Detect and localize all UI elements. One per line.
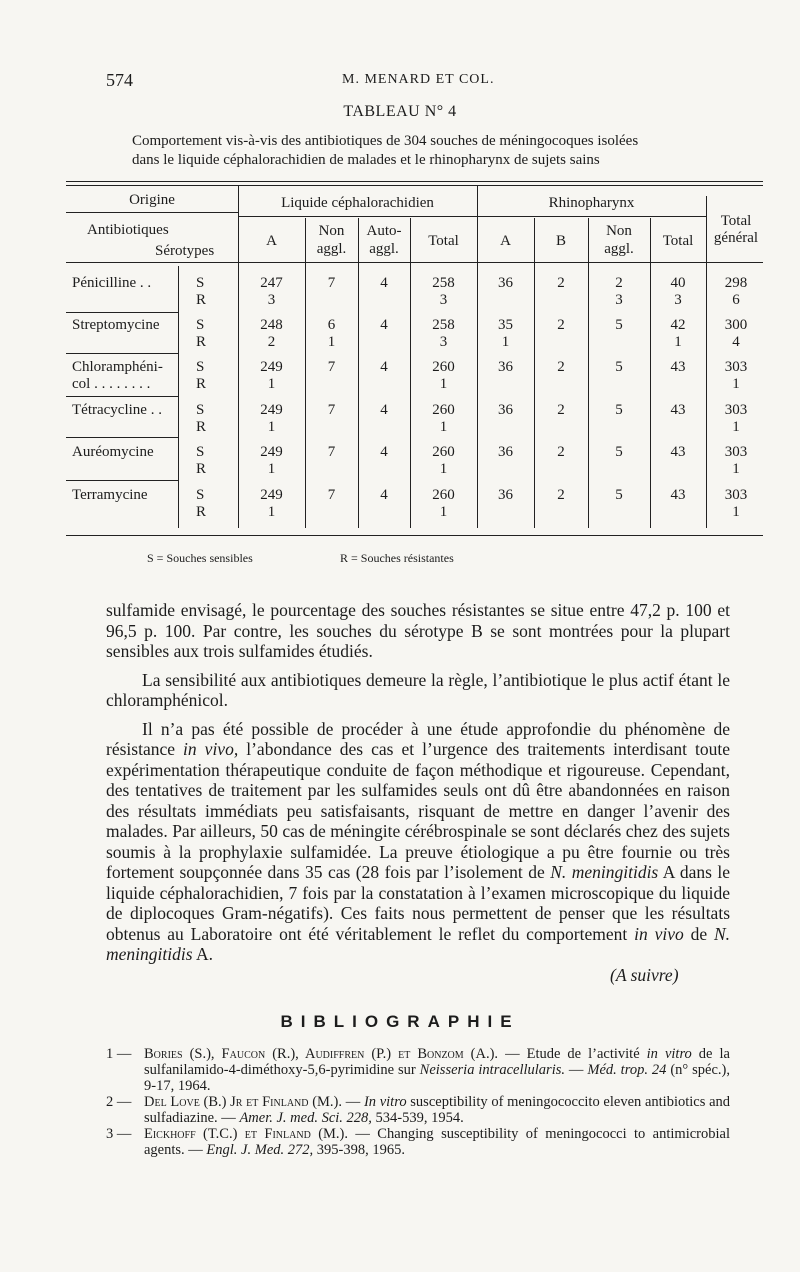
table-cell-rh-b: 2 [557,444,565,460]
table-cell-lcr-total: 260 [432,444,455,460]
table-cell-lcr-total: 3 [439,292,448,308]
row-serotype: R [196,419,207,435]
table-cell-lcr-non: 6 [327,317,336,333]
table-cell-rh-b: 2 [557,359,565,375]
table-cell-lcr-non: 7 [327,402,336,418]
table-cell-rh-non: 2 [615,275,623,291]
paragraph: sulfamide envisagé, le pourcentage des souches résistantes se situe entre 47,2 p. 100 et 96,5 p. 100. Par contre, les souches du sérotype B se sont montrées pour la plupart sensibles aux trois sulfamides étudiés. [106,600,730,661]
table-rule [66,437,178,438]
table-cell-lcr-total: 260 [432,359,455,375]
row-serotype: S [196,275,205,291]
table-cell-rh-b: 2 [557,402,565,418]
table-cell-rh-total: 43 [670,444,686,460]
table-top-rule [66,181,763,186]
row-antibiotic-name: Chloramphéni- [72,359,163,375]
table-cell-lcr-a: 1 [267,461,276,477]
table-cell-gen: 303 [724,444,748,460]
table-cell-lcr-a: 249 [260,444,283,460]
table-bottom-rule [66,535,763,536]
header-rh-total: Total [662,233,694,249]
table-cell-rh-total: 43 [670,359,686,375]
legend-s: S = Souches sensibles [147,551,253,565]
reference: 2 — Del Love (B.) Jr et Finland (M.). — In vitro susceptibility of meningococcito eleven antibiotics and sulfadiazine. — Amer. J. med. Sci. 228, 534-539, 1954. [106,1094,731,1126]
table-rule [66,353,178,354]
table-cell-lcr-non: 7 [327,359,336,375]
table-cell-rh-total: 40 [670,275,686,291]
table-cell-lcr-auto: 4 [380,402,388,418]
table-cell-rh-non: 5 [615,359,623,375]
table-cell-lcr-non: 1 [327,334,336,350]
table-cell-lcr-auto: 4 [380,444,388,460]
table-cell-gen: 1 [732,376,740,392]
table-cell-rh-non: 5 [615,317,623,333]
table-cell-gen: 300 [724,317,748,333]
table-cell-rh-b: 2 [557,317,565,333]
table-cell-lcr-a: 1 [267,504,276,520]
reference: 3 — Eickhoff (T.C.) et Finland (M.). — Changing susceptibility of meningococci to antimicrobial agents. — Engl. J. Med. 272, 395-398, 1965. [106,1126,730,1158]
table-cell-rh-a: 35 [498,317,513,333]
table-cell-gen: 6 [732,292,740,308]
table-cell-lcr-total: 1 [439,419,448,435]
table-cell-lcr-a: 1 [267,376,276,392]
table-cell-lcr-non: 7 [327,487,336,503]
page-number: 574 [106,70,133,90]
table-cell-rh-a: 36 [498,359,513,375]
paragraph: Il n’a pas été possible de procéder à une étude approfondie du phénomène de résistance in vivo, l’abondance des cas et l’urgence des traitements interdisant toute expérimentation thérapeutique conduite de façon méthodique et rigoureuse. Cependant, des tentatives de traitement par les sulfamides seuls ont dû être abandonnées en raison des résultats immédiats peu satisfaisants, risquant de mettre en danger l’avenir des malades. Par ailleurs, 50 cas de méningite cérébrospinale se sont déclarés chez des sujets soumis à la prophylaxie sulfamidée. La preuve étiologique a pu être fournie ou très fortement soupçonnée dans 35 cas (28 fois par l’isolement de N. meningitidis A dans le liquide céphalorachidien, 7 fois par la constatation à l’examen microscopique du liquide de diplocoques Gram-négatifs). Ces faits nous permettent de penser que les résultats obtenus au Laboratoire ont été véritablement le reflet du comportement in vivo de N. meningitidis A. [106,718,731,964]
row-serotype: S [196,402,205,418]
table-cell-gen: 303 [724,359,748,375]
table-cell-rh-b: 2 [557,487,565,503]
table-cell-lcr-non: 7 [327,275,336,291]
table-cell-rh-total: 3 [674,292,682,308]
row-serotype: R [196,376,207,392]
row-serotype: R [196,461,207,477]
header-group-rhino: Rhinopharynx [548,195,635,211]
table-rule [66,480,178,481]
table-cell-lcr-auto: 4 [380,317,388,333]
row-antibiotic-name: Auréomycine [72,444,154,460]
table-cell-lcr-a: 248 [260,317,283,333]
table-divider [178,266,179,528]
caption-line: dans le liquide céphalorachidien de malades et le rhinopharynx de sujets sains [132,152,600,168]
row-antibiotic-name: col . . . . . . . . [72,376,151,392]
table-cell-rh-a: 36 [498,402,513,418]
header-serotypes: Sérotypes [155,243,215,259]
table-cell-rh-b: 2 [557,275,565,291]
table-cell-lcr-total: 1 [439,376,448,392]
table-cell-lcr-a: 247 [260,275,283,291]
row-serotype: R [196,504,207,520]
table-cell-rh-non: 5 [615,402,623,418]
table-cell-lcr-a: 249 [260,402,283,418]
paragraph: La sensibilité aux antibiotiques demeure la règle, l’antibiotique le plus actif étant le chloramphénicol. [106,669,730,710]
header-origine: Origine [129,192,175,208]
table-cell-rh-non: 5 [615,487,623,503]
header-total-general: Total [720,213,752,229]
table-cell-rh-non: 5 [615,444,623,460]
header-total-general: général [713,230,759,246]
table-cell-gen: 1 [732,504,740,520]
table-cell-lcr-total: 258 [432,317,455,333]
table-cell-lcr-auto: 4 [380,359,388,375]
table-rule [66,396,178,397]
header-lcr-auto: Auto- [366,223,402,239]
table-cell-gen: 1 [732,461,740,477]
header-lcr-aggl: aggl. [369,241,399,257]
row-serotype: S [196,444,205,460]
table-cell-gen: 303 [724,487,748,503]
table-cell-gen: 4 [732,334,740,350]
body-text [106,600,730,973]
table-cell-rh-a: 36 [498,444,513,460]
row-antibiotic-name: Streptomycine [72,317,160,333]
header-lcr-non: Non [318,223,345,239]
row-serotype: S [196,359,205,375]
table-rule [66,212,238,213]
table-cell-lcr-total: 258 [432,275,455,291]
reference-number: 3 — [106,1126,132,1142]
caption-line: Comportement vis-à-vis des antibiotiques de 304 souches de méningocoques isolées [132,133,639,149]
table-cell-lcr-a: 249 [260,487,283,503]
table-cell-lcr-non: 7 [327,444,336,460]
table-rule [238,216,706,217]
table-cell-lcr-total: 260 [432,487,455,503]
table-rule [66,312,178,313]
table-title: TABLEAU N° 4 [343,103,457,120]
header-lcr-aggl: aggl. [316,241,347,257]
table-cell-lcr-total: 1 [439,461,448,477]
table-cell-rh-a: 36 [498,275,513,291]
table-cell-rh-total: 42 [670,317,686,333]
table-cell-rh-a: 1 [501,334,510,350]
table-cell-gen: 303 [724,402,748,418]
table-cell-lcr-total: 260 [432,402,455,418]
header-rh-a: A [500,233,511,249]
header-lcr-total: Total [428,233,459,249]
row-antibiotic-name: Terramycine [72,487,148,503]
a-suivre: (A suivre) [610,965,679,985]
reference: 1 — Bories (S.), Faucon (R.), Audiffren (P.) et Bonzom (A.). — Etude de l’activité in vitro de la sulfanilamido-4-diméthoxy-5,6-pyrimidine sur Neisseria intracellularis. — Méd. trop. 24 (n° spéc.), 9-17, 1964. [106,1046,730,1094]
table-cell-lcr-a: 3 [267,292,276,308]
header-lcr-a: A [266,233,277,249]
table-cell-rh-a: 36 [498,487,513,503]
row-antibiotic-name: Pénicilline . . [72,275,152,291]
table-cell-rh-total: 43 [670,487,686,503]
row-serotype: S [196,317,205,333]
header-antibiotiques: Antibiotiques [87,222,169,238]
header-group-lcr: Liquide céphalorachidien [281,195,434,211]
table-cell-lcr-auto: 4 [380,487,388,503]
bibliography-title: BIBLIOGRAPHIE [280,1012,520,1031]
table-cell-lcr-total: 3 [439,334,448,350]
table-cell-gen: 1 [732,419,740,435]
header-rh-non: Non [606,223,632,239]
row-serotype: S [196,487,205,503]
row-antibiotic-name: Tétracycline . . [72,402,162,418]
table-caption [132,132,702,170]
table-cell-gen: 298 [724,275,748,291]
reference-number: 2 — [106,1094,132,1110]
row-serotype: R [196,292,207,308]
table-cell-lcr-auto: 4 [380,275,388,291]
bibliography-list [106,1046,730,1158]
table-cell-lcr-a: 2 [267,334,276,350]
table-cell-rh-total: 1 [674,334,682,350]
table-cell-rh-total: 43 [670,402,686,418]
table-rule [66,262,763,263]
header-rh-b: B [555,233,566,249]
header-rh-aggl: aggl. [604,241,634,257]
running-head: M. MENARD ET COL. [342,72,495,87]
legend-r: R = Souches résistantes [340,551,454,565]
row-serotype: R [196,334,207,350]
table-cell-lcr-a: 1 [267,419,276,435]
reference-number: 1 — [106,1046,132,1062]
table-cell-lcr-total: 1 [439,504,448,520]
table-cell-rh-non: 3 [615,292,623,308]
table-cell-lcr-a: 249 [260,359,283,375]
